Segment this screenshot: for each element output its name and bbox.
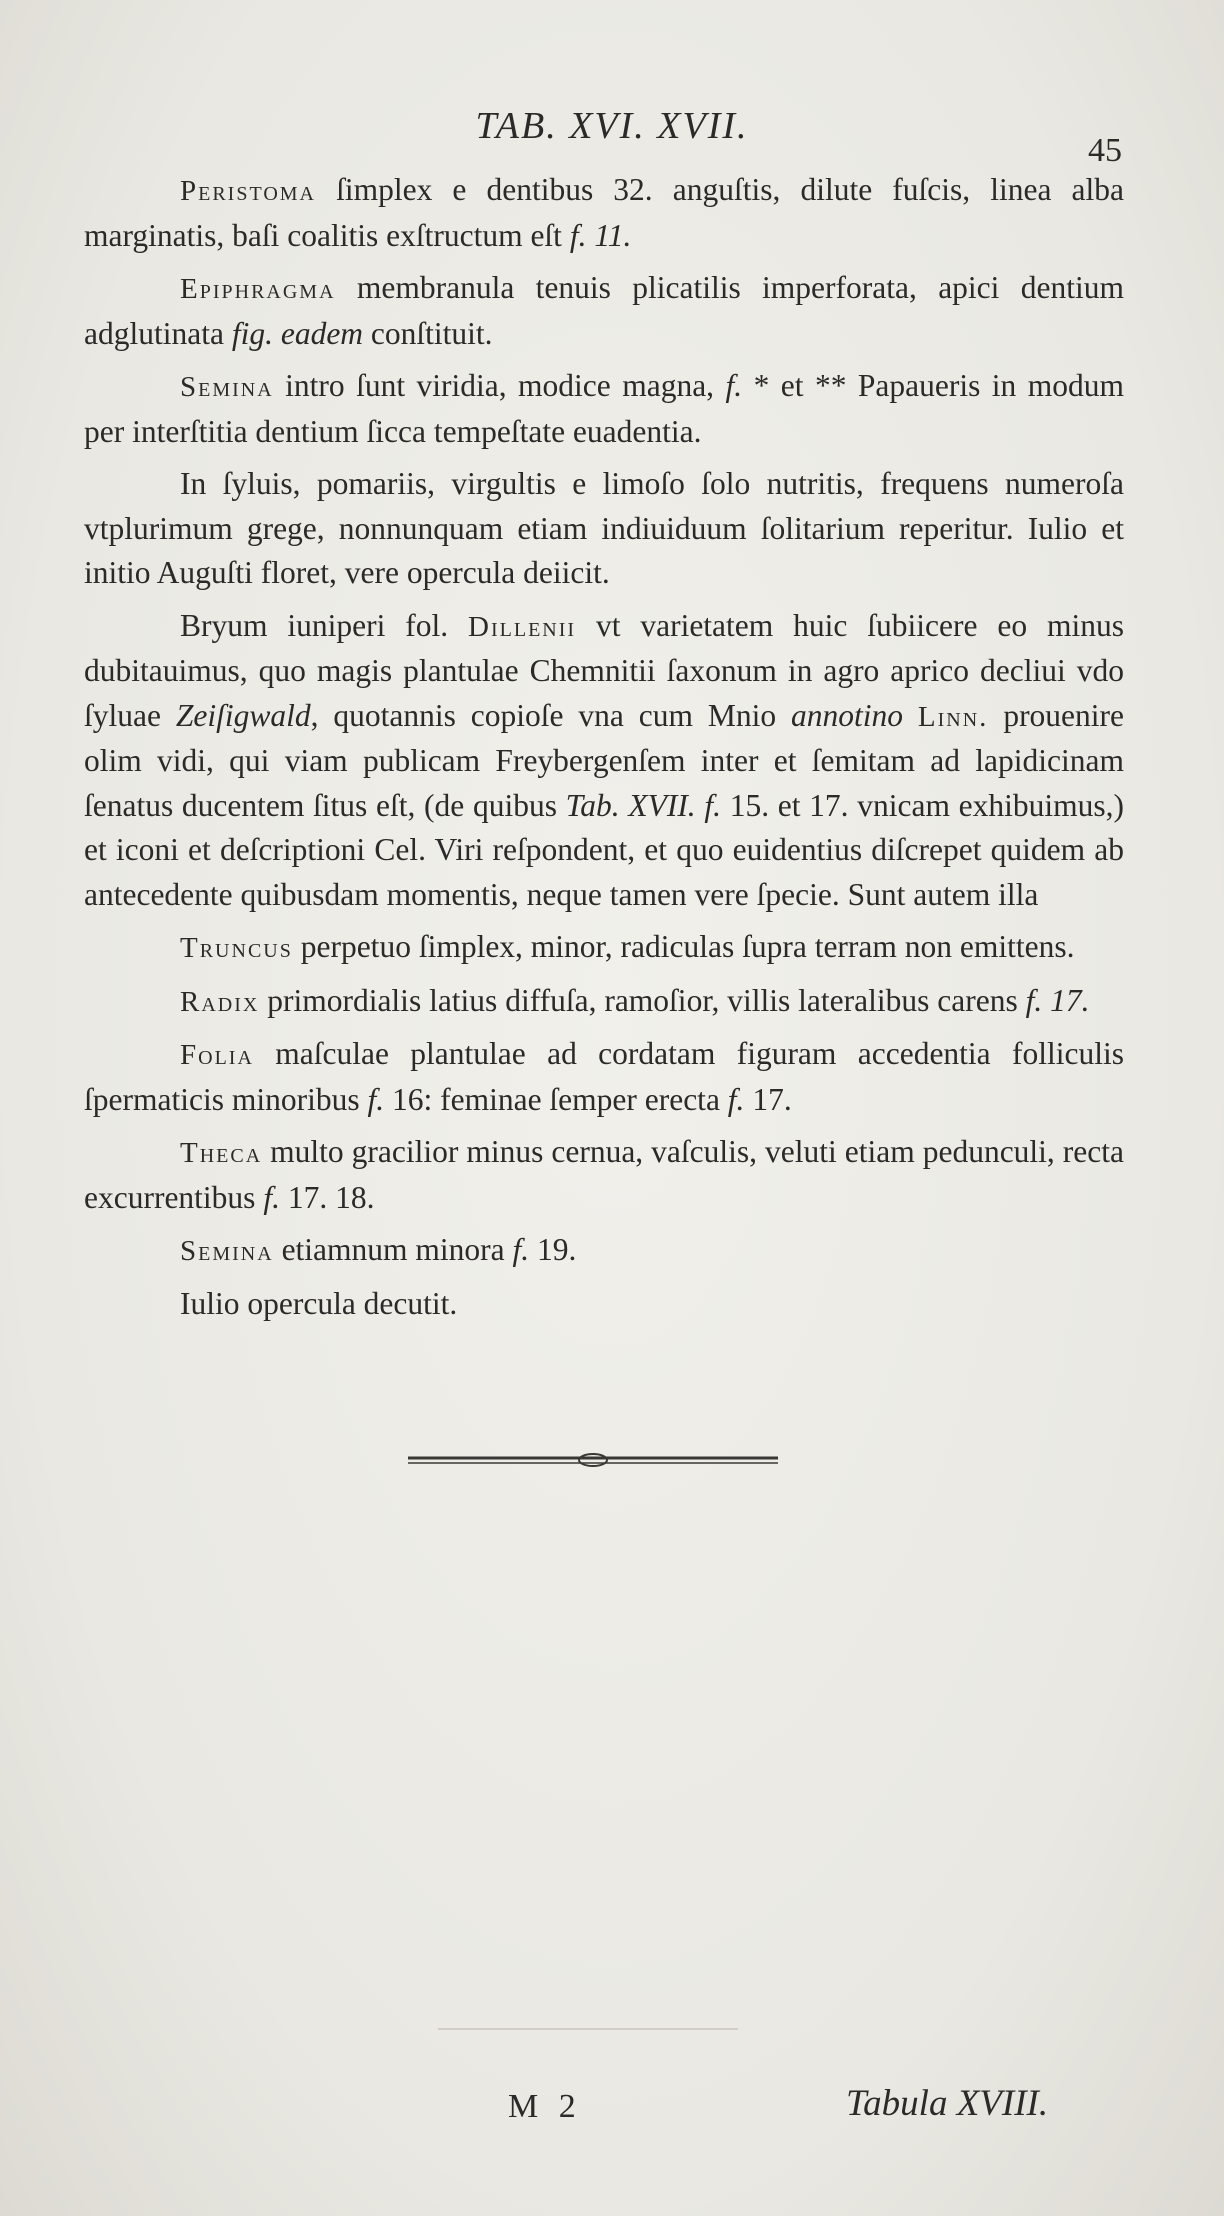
- paragraph-text-tail: * et ** Papaueris in modum per interſtitia dentium ſicca tempeſtate euadentia.: [84, 368, 1124, 449]
- paragraph-bryum: [84, 604, 1124, 918]
- place-name: Zeiſigwald: [175, 697, 311, 733]
- paragraph-semina-2: [84, 1228, 1124, 1274]
- figure-reference: f.: [367, 1081, 385, 1117]
- paragraph-radix: [84, 979, 1124, 1025]
- paragraph-closing: Iulio opercula decutit.: [180, 1285, 458, 1321]
- figure-reference: f. 17.: [1025, 982, 1090, 1018]
- paragraph-text-tail: 19.: [529, 1232, 577, 1267]
- page-number: 45: [1088, 132, 1122, 169]
- text-run: , quotannis copioſe vna cum Mnio: [310, 697, 792, 733]
- body-text: [84, 168, 1124, 1334]
- paragraph-peristoma: [84, 168, 1124, 258]
- text-run: 15. et 17. vnicam exhibuimus,) et iconi et deſcriptioni Cel. Viri reſpondent, et quo euidentius diſcrepet quidem ab antecedente quibusdam momentis, neque tamen vere ſpecie. Sunt autem illa: [84, 787, 1125, 912]
- catchword: Tabula XVIII.: [846, 2083, 1049, 2124]
- figure-reference: f.: [727, 1081, 745, 1117]
- text-run: prouenire olim vidi, qui viam publicam Freybergenſem inter et ſemitam ad lapidicinam ſenatus ducentem ſitus eſt, (de quibus: [84, 697, 1125, 823]
- paragraph-theca: [84, 1130, 1124, 1220]
- paragraph-text: membranula tenuis plicatilis imperforata, apici dentium adglutinata: [84, 270, 1124, 351]
- signature-mark: M 2: [508, 2088, 582, 2125]
- term-heading: Semina: [180, 1235, 274, 1267]
- divider-rule: [438, 2028, 738, 2030]
- term-heading: Semina: [180, 371, 274, 403]
- author-name: Linn.: [917, 700, 989, 733]
- paragraph-truncus: [84, 925, 1124, 971]
- paragraph-epiphragma: [84, 266, 1124, 356]
- term-heading: Folia: [180, 1039, 254, 1071]
- table-reference: Tab. XVII.: [565, 787, 696, 823]
- figure-reference: f.: [704, 787, 722, 823]
- term-heading: Peristoma: [180, 175, 316, 207]
- figure-reference: f.: [725, 368, 743, 403]
- paragraph-text: etiamnum minora: [273, 1232, 513, 1267]
- ornament-rule: [408, 1452, 778, 1468]
- paragraph-folia: [84, 1032, 1124, 1122]
- figure-reference: f.: [512, 1232, 530, 1267]
- paragraph-text: intro ſunt viridia, modice magna,: [273, 368, 726, 403]
- paragraph-text-tail: 17.: [744, 1081, 792, 1117]
- species-name: annotino: [791, 697, 904, 733]
- author-name: Dillenii: [468, 610, 577, 643]
- text-run: vt varietatem huic ſubiicere eo minus dubitauimus, quo magis plantulae Chemnitii ſaxonum in agro aprico decliui vdo ſyluae: [84, 607, 1124, 733]
- paragraph-text: ſimplex e dentibus 32. anguſtis, dilute fuſcis, linea alba marginatis, baſi coalitis exſtructum eſt: [84, 172, 1124, 253]
- term-heading: Radix: [180, 985, 260, 1018]
- paragraph-text-tail: 17. 18.: [279, 1179, 375, 1215]
- figure-reference: f.: [263, 1179, 280, 1215]
- term-heading: Theca: [180, 1137, 263, 1169]
- figure-reference: fig. eadem: [231, 315, 364, 351]
- figure-reference: f. 11.: [569, 217, 632, 253]
- text-run: Bryum iuniperi fol.: [180, 607, 469, 643]
- paragraph-text: maſculae plantulae ad cordatam figuram accedentia folliculis ſpermaticis minoribus: [84, 1036, 1124, 1117]
- paragraph-habitat: In ſyluis, pomariis, virgultis e limoſo ſolo nutritis, frequens numeroſa vtplurimum grege, nonnunquam etiam indiuiduum ſolitarium reperitur. Iulio et initio Auguſti floret, vere opercula deiicit.: [84, 466, 1124, 590]
- paragraph-semina: [84, 364, 1124, 454]
- running-head: TAB. XVI. XVII.: [475, 105, 749, 147]
- paragraph-text: primordialis latius diffuſa, ramoſior, villis lateralibus carens: [259, 982, 1026, 1018]
- paragraph-text-tail: conſtituit.: [363, 315, 493, 351]
- paragraph-text-mid: 16: feminae ſemper erecta: [384, 1081, 728, 1117]
- paragraph-text: perpetuo ſimplex, minor, radiculas ſupra terram non emittens.: [292, 929, 1075, 964]
- paragraph-text: multo gracilior minus cernua, vaſculis, veluti etiam pedunculi, recta excurrentibus: [84, 1134, 1124, 1215]
- term-heading: Truncus: [180, 932, 293, 964]
- term-heading: Epiphragma: [180, 273, 336, 305]
- text-run: [903, 698, 918, 733]
